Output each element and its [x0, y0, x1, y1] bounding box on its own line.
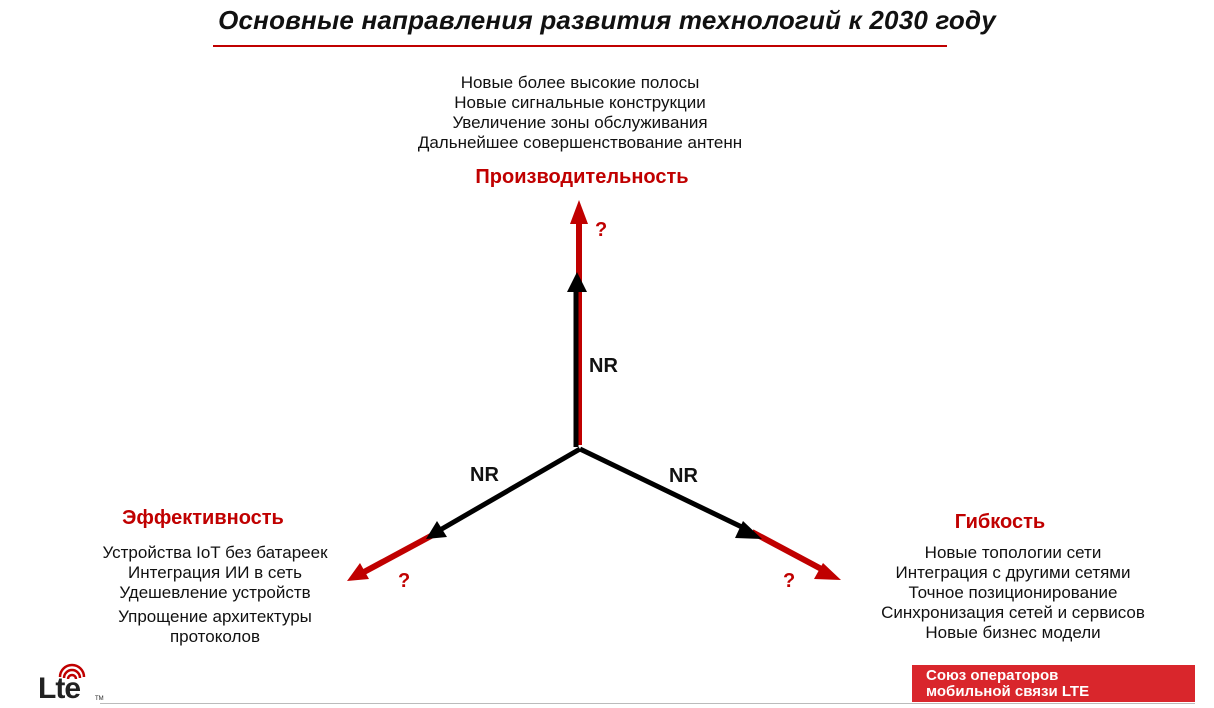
- left-item: Интеграция ИИ в сеть: [128, 563, 302, 582]
- right-item: Синхронизация сетей и сервисов: [881, 603, 1145, 622]
- top-item: Увеличение зоны обслуживания: [452, 113, 708, 132]
- footer-divider: [100, 703, 1195, 704]
- top-axis-black-arrowhead: [567, 272, 587, 292]
- left-question-mark: ?: [398, 570, 411, 592]
- left-axis-black-shaft: [440, 449, 580, 530]
- right-item: Точное позиционирование: [908, 583, 1118, 602]
- top-item: Новые более высокие полосы: [460, 73, 700, 92]
- left-axis: [347, 449, 580, 581]
- left-item: Удешевление устройств: [119, 583, 311, 602]
- top-nr-label: NR: [589, 355, 618, 377]
- right-item: Новые топологии сети: [924, 543, 1102, 562]
- top-axis-red-arrowhead: [570, 200, 588, 224]
- top-item: Дальнейшее совершенствование антенн: [417, 133, 743, 152]
- lte-logo-text: Lte: [38, 672, 80, 705]
- right-axis-black-shaft: [580, 449, 748, 530]
- left-item: Упрощение архитектуры: [118, 607, 312, 626]
- right-question-mark: ?: [783, 570, 796, 592]
- left-nr-label: NR: [470, 464, 499, 486]
- union-badge-line2: мобильной связи LTE: [926, 683, 1090, 700]
- top-item: Новые сигнальные конструкции: [454, 93, 706, 112]
- left-item: протоколов: [169, 627, 261, 646]
- slide-title: Основные направления развития технологий к 2030 году: [218, 5, 996, 35]
- right-axis-red-shaft: [752, 532, 827, 572]
- right-axis: [580, 449, 841, 580]
- right-nr-label: NR: [669, 465, 698, 487]
- left-heading: Эффективность: [122, 507, 284, 529]
- right-item: Новые бизнес модели: [925, 623, 1101, 642]
- top-axis: [567, 200, 588, 447]
- right-item: Интеграция с другими сетями: [895, 563, 1131, 582]
- right-heading: Гибкость: [954, 511, 1046, 533]
- left-item: Устройства IoT без батареек: [102, 543, 328, 562]
- union-badge-line1: Союз операторов: [926, 667, 1059, 684]
- top-question-mark: ?: [595, 219, 608, 241]
- union-badge: [912, 665, 1195, 702]
- lte-logo-tm: TM: [95, 696, 104, 702]
- top-heading: Производительность: [475, 166, 689, 188]
